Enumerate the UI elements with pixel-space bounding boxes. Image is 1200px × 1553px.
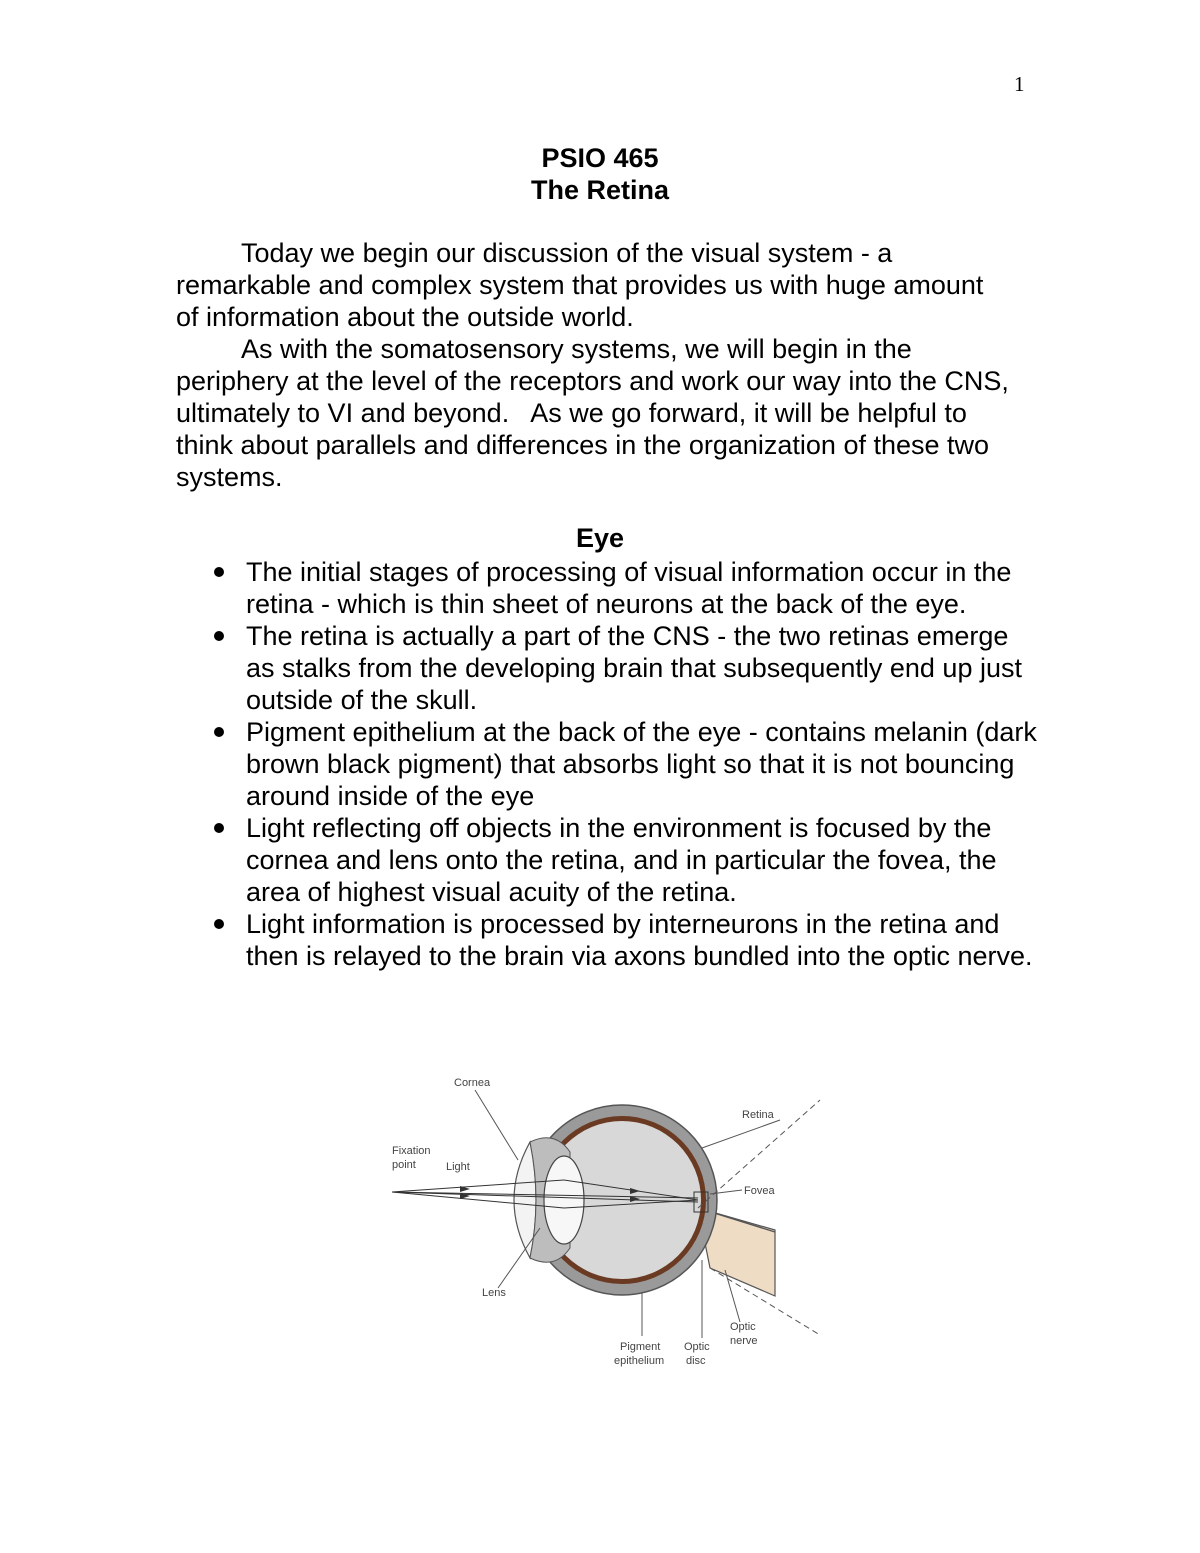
label-light: Light	[446, 1161, 470, 1173]
bullet-text: Pigment epithelium at the back of the eye - contains melanin (dark brown black pigment) that absorbs light so that it is not bouncing around inside of the eye	[246, 717, 1037, 811]
bullet-list	[212, 556, 1042, 972]
paragraph-line: think about parallels and differences in the organization of these two	[176, 430, 990, 460]
eye-diagram	[380, 1060, 830, 1380]
label-fovea: Fovea	[744, 1185, 775, 1197]
paragraph-line: remarkable and complex system that provides us with huge amount	[176, 270, 984, 300]
paragraph-line: ultimately to VI and beyond. As we go forward, it will be helpful to	[176, 398, 967, 428]
label-cornea: Cornea	[454, 1077, 491, 1089]
label-pigment-epithelium: Pigment	[620, 1341, 661, 1353]
course-title: PSIO 465	[541, 143, 659, 173]
intro-paragraph-2	[176, 333, 1036, 493]
topic-title: The Retina	[530, 175, 670, 205]
label-retina: Retina	[742, 1109, 774, 1121]
paragraph-line: of information about the outside world.	[176, 302, 634, 332]
bullet-icon	[214, 567, 224, 577]
bullet-icon	[214, 727, 224, 737]
bullet-text: Light information is processed by interneurons in the retina and then is relayed to the brain via axons bundled into the optic nerve.	[246, 909, 1033, 971]
paragraph-line: Today we begin our discussion of the visual system - a	[241, 238, 893, 268]
list-item	[212, 716, 1042, 812]
bullet-text: The retina is actually a part of the CNS - the two retinas emerge as stalks from the developing brain that subsequently end up just outside of the skull.	[246, 621, 1022, 715]
label-pigment-epithelium: epithelium	[614, 1355, 665, 1367]
list-item	[212, 620, 1042, 716]
section-heading-eye: Eye	[575, 523, 625, 553]
leader-line	[475, 1090, 518, 1160]
bullet-text: Light reflecting off objects in the environment is focused by the cornea and lens onto the retina, and in particular the fovea, the area of highest visual acuity of the retina.	[246, 813, 997, 907]
paragraph-line: systems.	[176, 462, 283, 492]
label-fixation-point: point	[392, 1159, 416, 1171]
intro-paragraph-1	[176, 237, 1036, 333]
paragraph-line: periphery at the level of the receptors and work our way into the CNS,	[176, 366, 1009, 396]
label-fixation-point: Fixation	[392, 1145, 431, 1157]
bullet-text: The initial stages of processing of visual information occur in the retina - which is thin sheet of neurons at the back of the eye.	[246, 557, 1012, 619]
bullet-icon	[214, 919, 224, 929]
list-item	[212, 556, 1042, 620]
label-optic-nerve: nerve	[730, 1335, 758, 1347]
bullet-icon	[214, 631, 224, 641]
label-optic-disc: Optic	[684, 1341, 710, 1353]
page-number: 1	[1014, 72, 1025, 96]
list-item	[212, 908, 1042, 972]
paragraph-line: As with the somatosensory systems, we will begin in the	[241, 334, 912, 364]
list-item	[212, 812, 1042, 908]
bullet-icon	[214, 823, 224, 833]
label-optic-disc: disc	[686, 1355, 706, 1367]
label-optic-nerve: Optic	[730, 1321, 756, 1333]
leader-line	[702, 1120, 780, 1148]
lens	[544, 1156, 584, 1244]
label-lens: Lens	[482, 1287, 506, 1299]
